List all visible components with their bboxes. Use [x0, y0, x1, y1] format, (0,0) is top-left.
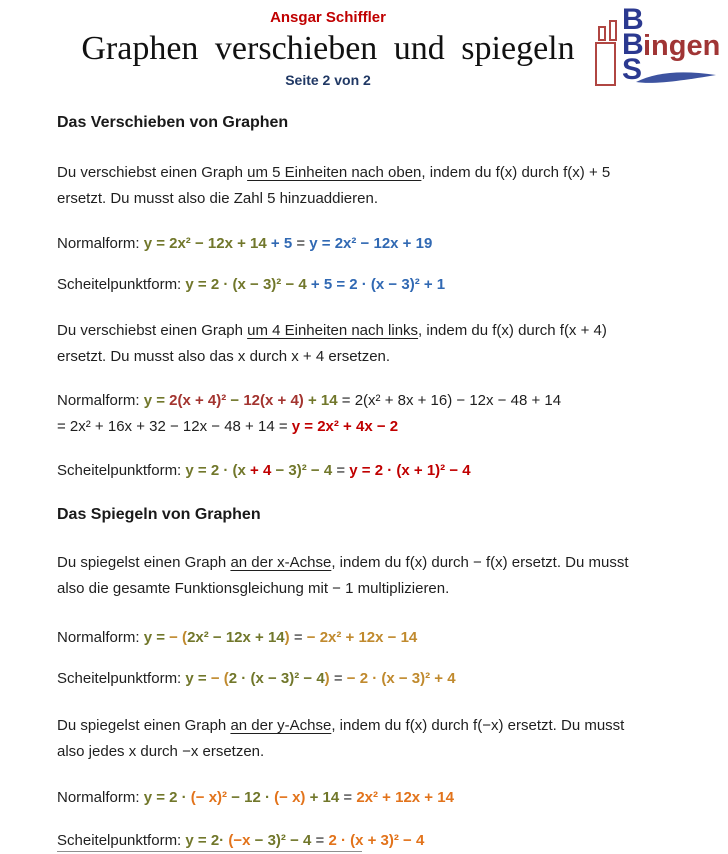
formula-label: Scheitelpunktform: — [57, 670, 186, 687]
paragraph-shift-left — [57, 318, 712, 370]
text-segment: y = 2 · — [143, 789, 191, 806]
text-segment: , indem du f(x) durch − f(x) ersetzt. Du musst — [331, 554, 629, 571]
document-body — [0, 113, 728, 854]
paragraph-mirror-y-axis — [57, 713, 712, 765]
section-heading-spiegeln: Das Spiegeln von Graphen — [57, 506, 261, 523]
logo-building-icon — [595, 42, 616, 86]
text-segment: y = 2 · (x — [185, 462, 251, 479]
text-segment: (− x) — [274, 789, 306, 806]
text-segment: − 12 · — [227, 789, 275, 806]
logo-tower-icon — [609, 20, 617, 41]
author-name: Ansgar Schiffler — [270, 9, 386, 26]
page-number: Seite 2 von 2 — [285, 72, 371, 88]
bbs-bingen-logo — [588, 3, 721, 98]
text-segment: − ( — [210, 670, 229, 687]
text-segment: = — [311, 832, 329, 849]
text-segment: + 14 — [303, 392, 338, 409]
formula-label: Normalform: — [57, 392, 144, 409]
formula-scheitelpunktform-shift-left — [57, 458, 712, 484]
text-segment: 2(x + 4)² — [169, 392, 227, 409]
text-segment: an der y-Achse — [230, 717, 332, 734]
formula-scheitelpunktform-mirror-x — [57, 666, 712, 692]
text-segment: y = — [185, 670, 211, 687]
formula-label: Scheitelpunktform: — [57, 276, 186, 293]
text-segment: ersetzt. Du musst also die Zahl 5 hinzuaddieren. — [57, 190, 378, 207]
formula-label: Normalform: — [57, 629, 144, 646]
page-header — [0, 0, 728, 100]
logo-letter-s: S — [622, 53, 643, 86]
logo-wordmark: ingen — [643, 30, 721, 62]
text-segment: y = 2 · (x + 1)² − 4 — [349, 462, 471, 479]
formula-label: Scheitelpunktform: — [57, 462, 186, 479]
text-segment: y = 2 · (x − 3)² − 4 — [185, 276, 307, 293]
text-segment: 2 · (x − 3)² − 4 — [228, 670, 325, 687]
text-segment: y = 2x² + 4x − 2 — [291, 418, 399, 435]
text-segment: , indem du f(x) durch f(−x) ersetzt. Du musst — [331, 717, 625, 734]
text-segment: y = — [143, 629, 170, 646]
text-segment: ersetzt. Du musst also das x durch x + 4 ersetzen. — [57, 348, 391, 365]
text-segment: , indem du f(x) durch f(x) + 5 — [421, 164, 611, 181]
text-segment: + 5 = 2 · (x − 3)² + 1 — [306, 276, 446, 293]
paragraph-shift-up — [57, 160, 712, 212]
text-segment: − ( — [169, 629, 188, 646]
text-segment: an der x-Achse — [230, 554, 332, 571]
text-segment: = — [289, 629, 307, 646]
formula-normalform-shift-left-line1 — [57, 388, 712, 414]
text-segment: Du spiegelst einen Graph — [57, 717, 231, 734]
text-segment: also die gesamte Funktionsgleichung mit − 1 multiplizieren. — [57, 580, 450, 597]
text-segment: = — [292, 235, 310, 252]
text-segment: Du verschiebst einen Graph — [57, 164, 248, 181]
text-segment: y = — [143, 392, 170, 409]
formula-normalform-shift-left-line2 — [57, 414, 712, 440]
section-heading-verschieben: Das Verschieben von Graphen — [57, 114, 289, 131]
page-title: Graphen verschieben und spiegeln — [81, 30, 575, 67]
formula-label: Normalform: — [57, 235, 144, 252]
text-segment: − 2x² + 12x − 14 — [306, 629, 418, 646]
text-segment: 2 · (x + 3)² − 4 — [328, 832, 425, 849]
text-segment: also jedes x durch −x ersetzen. — [57, 743, 265, 760]
formula-normalform-shift-up — [57, 231, 712, 257]
formula-label: Scheitelpunktform: — [57, 832, 186, 849]
text-segment: 12(x + 4) — [243, 392, 304, 409]
text-segment: y = 2x² − 12x + 14 — [143, 235, 267, 252]
text-segment: ) — [324, 670, 330, 687]
logo-letter-b2: B — [622, 28, 644, 61]
text-segment: − 3)² − 4 — [250, 832, 312, 849]
text-segment: 2x² + 12x + 14 — [356, 789, 454, 806]
text-segment: um 5 Einheiten nach oben — [247, 164, 422, 181]
header-center — [0, 0, 656, 89]
text-segment: um 4 Einheiten nach links — [247, 322, 419, 339]
text-segment: + 4 — [250, 462, 272, 479]
page-bottom-rule — [57, 851, 362, 852]
text-segment: − 2 · (x − 3)² + 4 — [346, 670, 456, 687]
text-segment: (− x)² — [190, 789, 228, 806]
text-segment: = — [339, 789, 357, 806]
text-segment: − 3)² − 4 — [271, 462, 333, 479]
swoosh-icon — [634, 70, 718, 86]
text-segment: (−x — [228, 832, 251, 849]
text-segment: 2x² − 12x + 14 — [187, 629, 285, 646]
formula-scheitelpunktform-shift-up — [57, 272, 712, 298]
text-segment: + 14 — [305, 789, 340, 806]
text-segment: y = 2x² − 12x + 19 — [309, 235, 433, 252]
paragraph-mirror-x-axis — [57, 550, 712, 602]
text-segment: = — [332, 462, 350, 479]
text-segment: = 2(x² + 8x + 16) − 12x − 48 + 14 — [337, 392, 562, 409]
text-segment: Du verschiebst einen Graph — [57, 322, 248, 339]
logo-letter-b1: B — [622, 3, 644, 36]
text-segment: y = 2· — [185, 832, 229, 849]
formula-normalform-mirror-y — [57, 785, 712, 811]
logo-tower-icon — [598, 26, 606, 41]
formula-label: Normalform: — [57, 789, 144, 806]
text-segment: + 5 — [266, 235, 293, 252]
text-segment: , indem du f(x) durch f(x + 4) — [418, 322, 607, 339]
text-segment: Du spiegelst einen Graph — [57, 554, 231, 571]
text-segment: = — [329, 670, 347, 687]
formula-normalform-mirror-x — [57, 625, 712, 651]
text-segment: = 2x² + 16x + 32 − 12x − 48 + 14 = — [57, 418, 292, 435]
text-segment: ) — [284, 629, 290, 646]
text-segment: − — [226, 392, 244, 409]
